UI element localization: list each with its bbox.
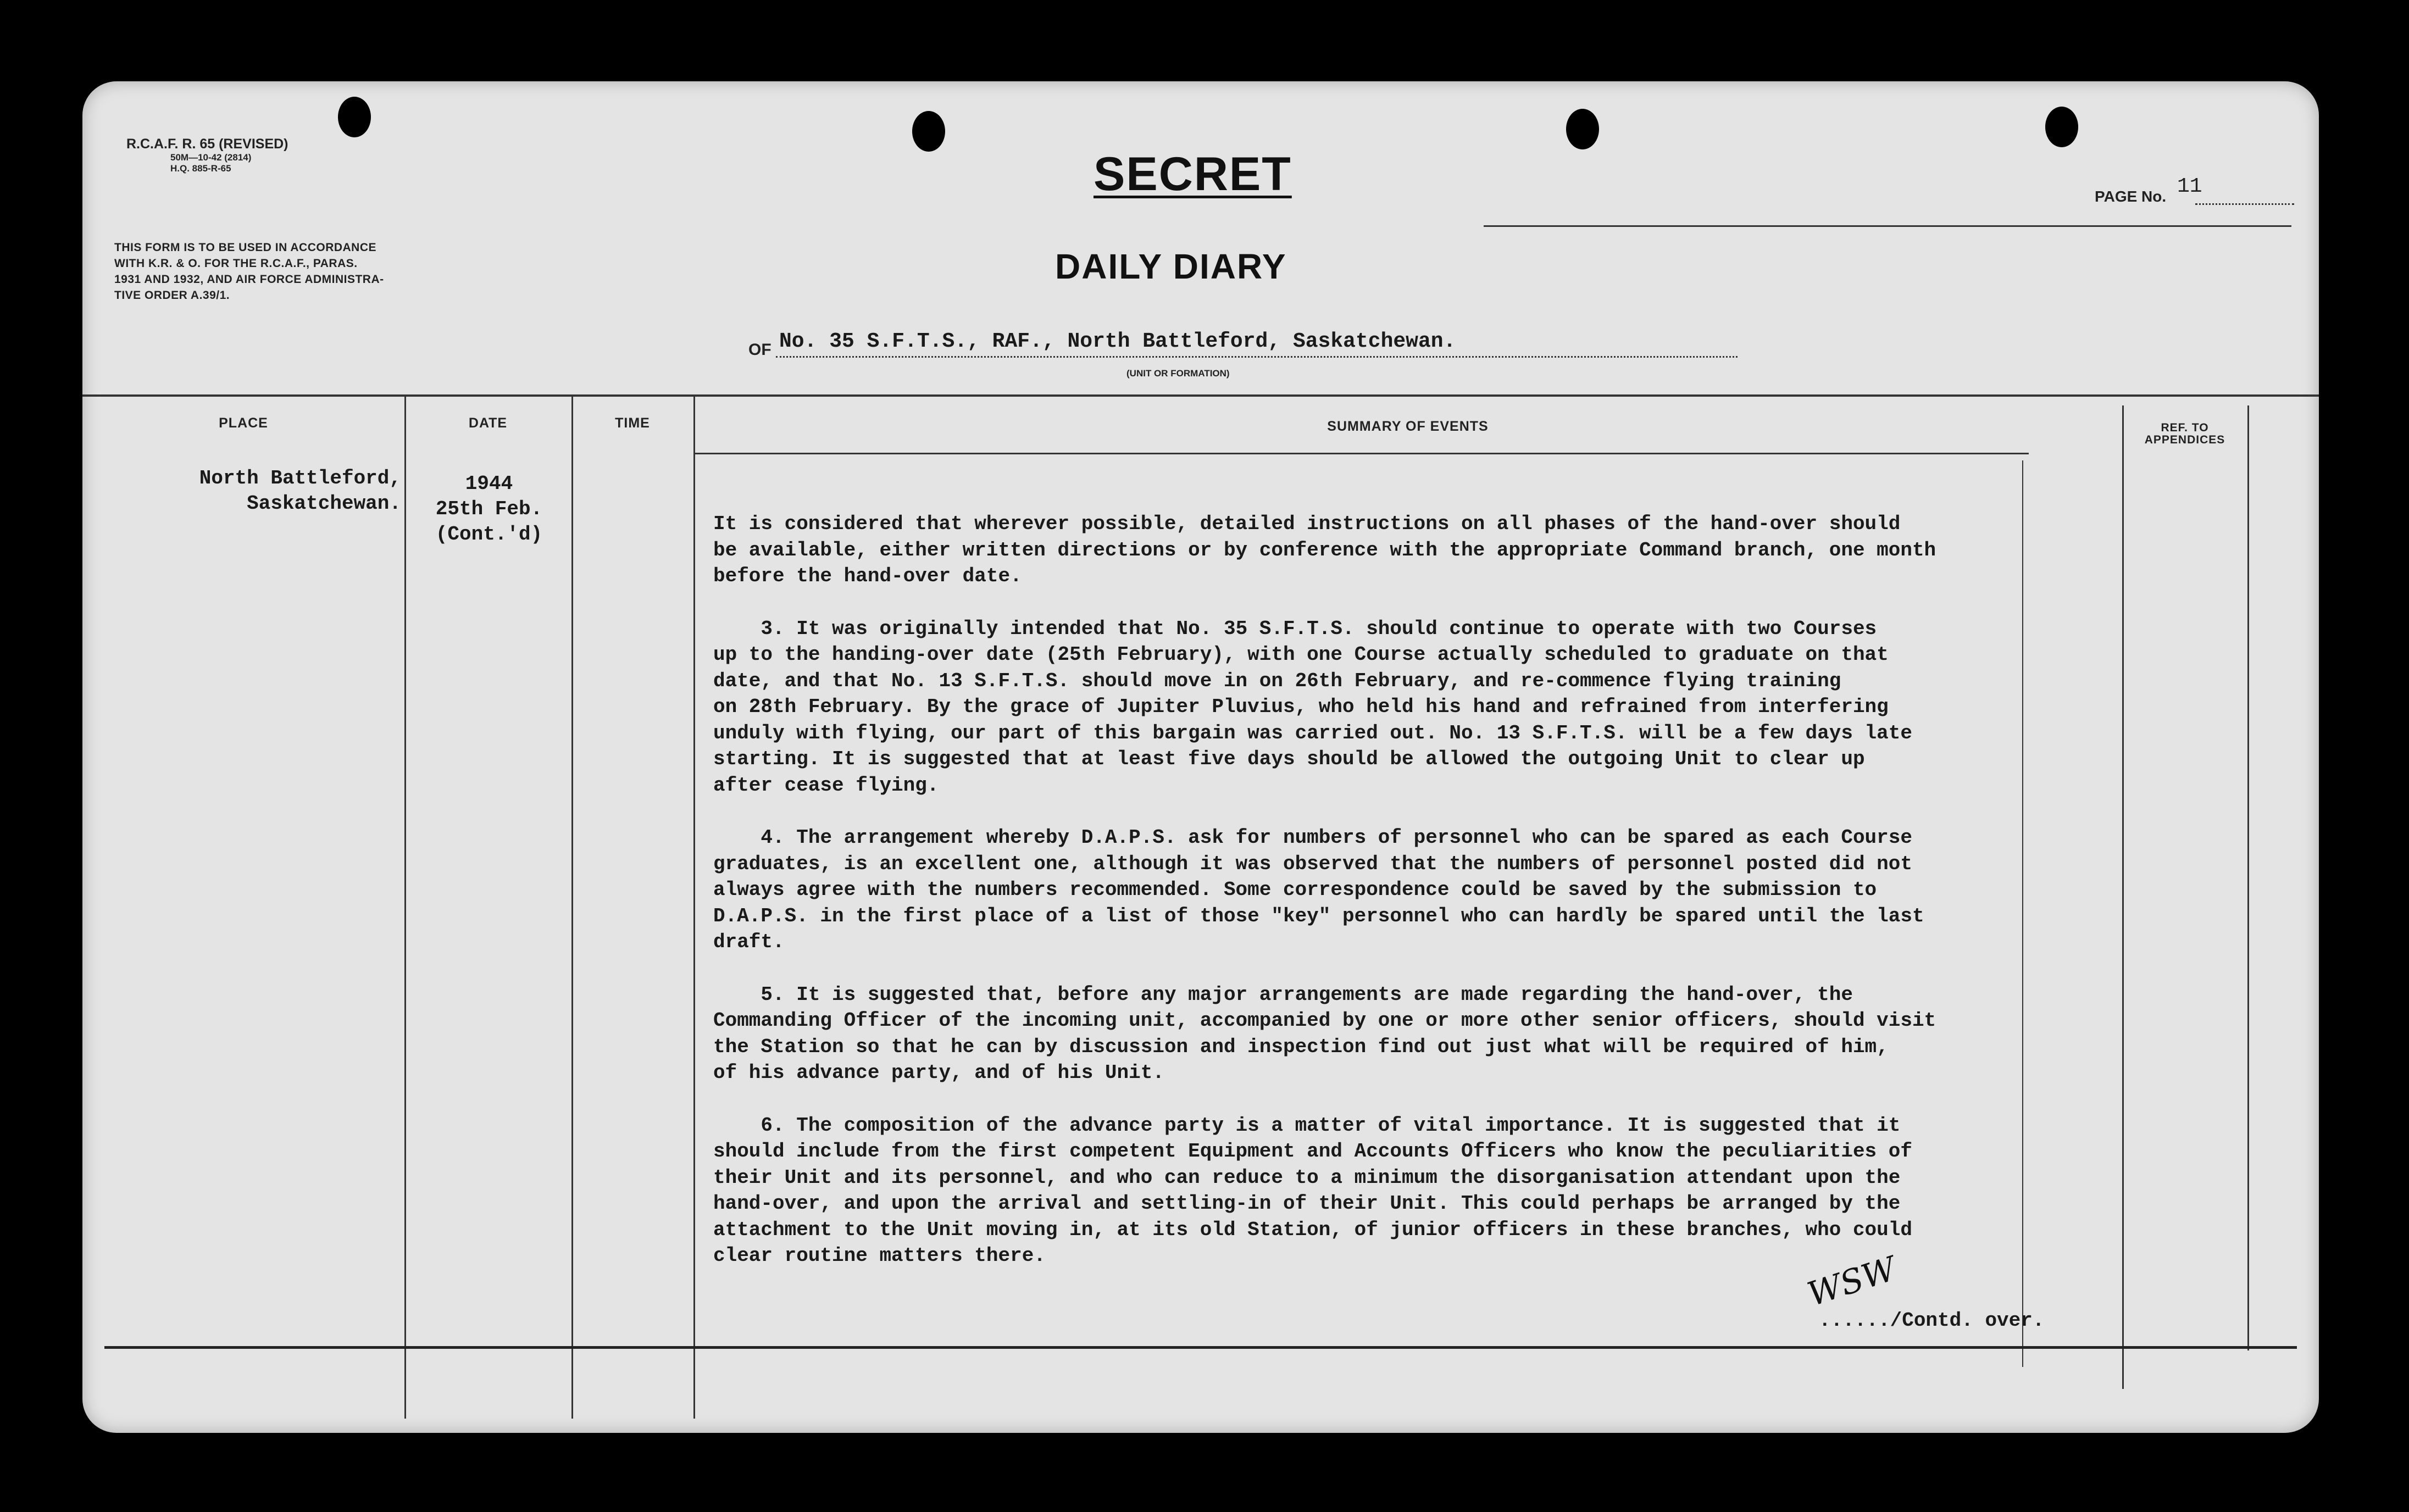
diary-sheet xyxy=(82,81,2319,1433)
date-cell xyxy=(412,471,566,547)
of-label: OF xyxy=(748,341,771,359)
unit-caption: (UNIT OR FORMATION) xyxy=(1126,368,1230,379)
column-divider xyxy=(2247,405,2249,1350)
column-header-summary: SUMMARY OF EVENTS xyxy=(1327,419,1489,434)
handwritten-initials: WSW xyxy=(1803,1249,1901,1314)
hq-code: H.Q. 885-R-65 xyxy=(170,163,231,174)
print-code: 50M—10-42 (2814) xyxy=(170,152,252,163)
instruction-line: TIVE ORDER A.39/1. xyxy=(114,289,230,302)
form-instructions xyxy=(114,240,384,303)
form-identifier xyxy=(126,136,288,174)
appendices-label: APPENDICES xyxy=(2144,433,2225,446)
column-header-time: TIME xyxy=(615,415,650,431)
summary-paragraph: 4. The arrangement whereby D.A.P.S. ask for numbers of personnel who can be spared as each Course graduates, is an excellent one, although it was observed that the numbers of personnel posted did not always agree with the numbers recommended. Some correspondence could be saved by the submission to D.A.P.S. in the first place of a list of those "key" personnel who can hardly be spared until the last draft. xyxy=(713,826,1924,953)
punch-hole xyxy=(338,97,371,137)
punch-hole xyxy=(2045,107,2078,147)
column-divider xyxy=(571,397,573,1419)
classification-heading: SECRET xyxy=(1094,148,1292,201)
summary-paragraph: 6. The composition of the advance party is a matter of vital importance. It is suggested that it should include from the first competent Equipment and Accounts Officers who know the peculiarities of their Unit and its personnel, and who can reduce to a minimum the disorganisation attendant upon the hand-over, and upon the arrival and settling-in of their Unit. This could perhaps be arranged by the attachment to the Unit moving in, at its old Station, of junior officers in these branches, who could clear routine matters there. xyxy=(713,1114,1912,1267)
summary-of-events xyxy=(713,511,2164,1296)
page-number-label: PAGE No. xyxy=(2095,188,2167,205)
page-title: DAILY DIARY xyxy=(1055,247,1287,286)
date-year: 1944 xyxy=(465,472,513,495)
unit-line xyxy=(776,356,1738,358)
unit-name: No. 35 S.F.T.S., RAF., North Battleford, Saskatchewan. xyxy=(779,330,1456,353)
place-line: Saskatchewan. xyxy=(247,492,401,515)
punch-hole xyxy=(912,111,945,152)
punch-hole xyxy=(1566,109,1599,149)
column-header-place: PLACE xyxy=(219,415,268,431)
form-number: R.C.A.F. R. 65 (REVISED) xyxy=(126,136,288,152)
column-divider xyxy=(404,397,406,1419)
place-line: North Battleford, xyxy=(199,467,401,490)
column-header-ref xyxy=(2122,422,2247,446)
instruction-line: WITH K.R. & O. FOR THE R.C.A.F., PARAS. xyxy=(114,257,358,270)
header-rule xyxy=(1484,225,2291,227)
instruction-line: THIS FORM IS TO BE USED IN ACCORDANCE xyxy=(114,241,377,254)
summary-paragraph: 3. It was originally intended that No. 35 S.F.T.S. should continue to operate with two Courses up to the handing-over date (25th February), with one Course actually scheduled to graduate on that date, and that No. 13 S.F.T.S. should move in on 26th February, and re-commence flying training on 28th February. By the grace of Jupiter Pluvius, who held his hand and refrained from interfering unduly with flying, our part of this bargain was carried out. No. 13 S.F.T.S. will be a few days late starting. It is suggested that at least five days should be allowed the outgoing Unit to clear up after cease flying. xyxy=(713,617,1912,797)
date-note: (Cont.'d) xyxy=(435,523,543,546)
column-divider xyxy=(693,397,695,1419)
summary-paragraph: It is considered that wherever possible, detailed instructions on all phases of the hand-over should be available, either written directions or by conference with the appropriate Command branch, one month before the hand-over date. xyxy=(713,513,1936,587)
page-number: 11 xyxy=(2177,175,2202,198)
header-row-rule xyxy=(693,453,2029,454)
column-header-date: DATE xyxy=(468,415,508,431)
table-top-rule xyxy=(82,394,2319,397)
page-number-line xyxy=(2195,203,2294,205)
instruction-line: 1931 AND 1932, AND AIR FORCE ADMINISTRA- xyxy=(114,273,384,286)
continued-note: ....../Contd. over. xyxy=(1819,1309,2045,1332)
bottom-rule xyxy=(104,1346,2297,1349)
place-cell xyxy=(126,466,401,516)
ref-label: REF. TO xyxy=(2161,421,2209,434)
summary-paragraph: 5. It is suggested that, before any major arrangements are made regarding the hand-over, the Commanding Officer of the incoming unit, accompanied by one or more other senior officers, should visit the Station so that he can by discussion and inspection find out just what will be required of him, of his advance party, and of his Unit. xyxy=(713,983,1936,1084)
date-day: 25th Feb. xyxy=(435,498,543,520)
